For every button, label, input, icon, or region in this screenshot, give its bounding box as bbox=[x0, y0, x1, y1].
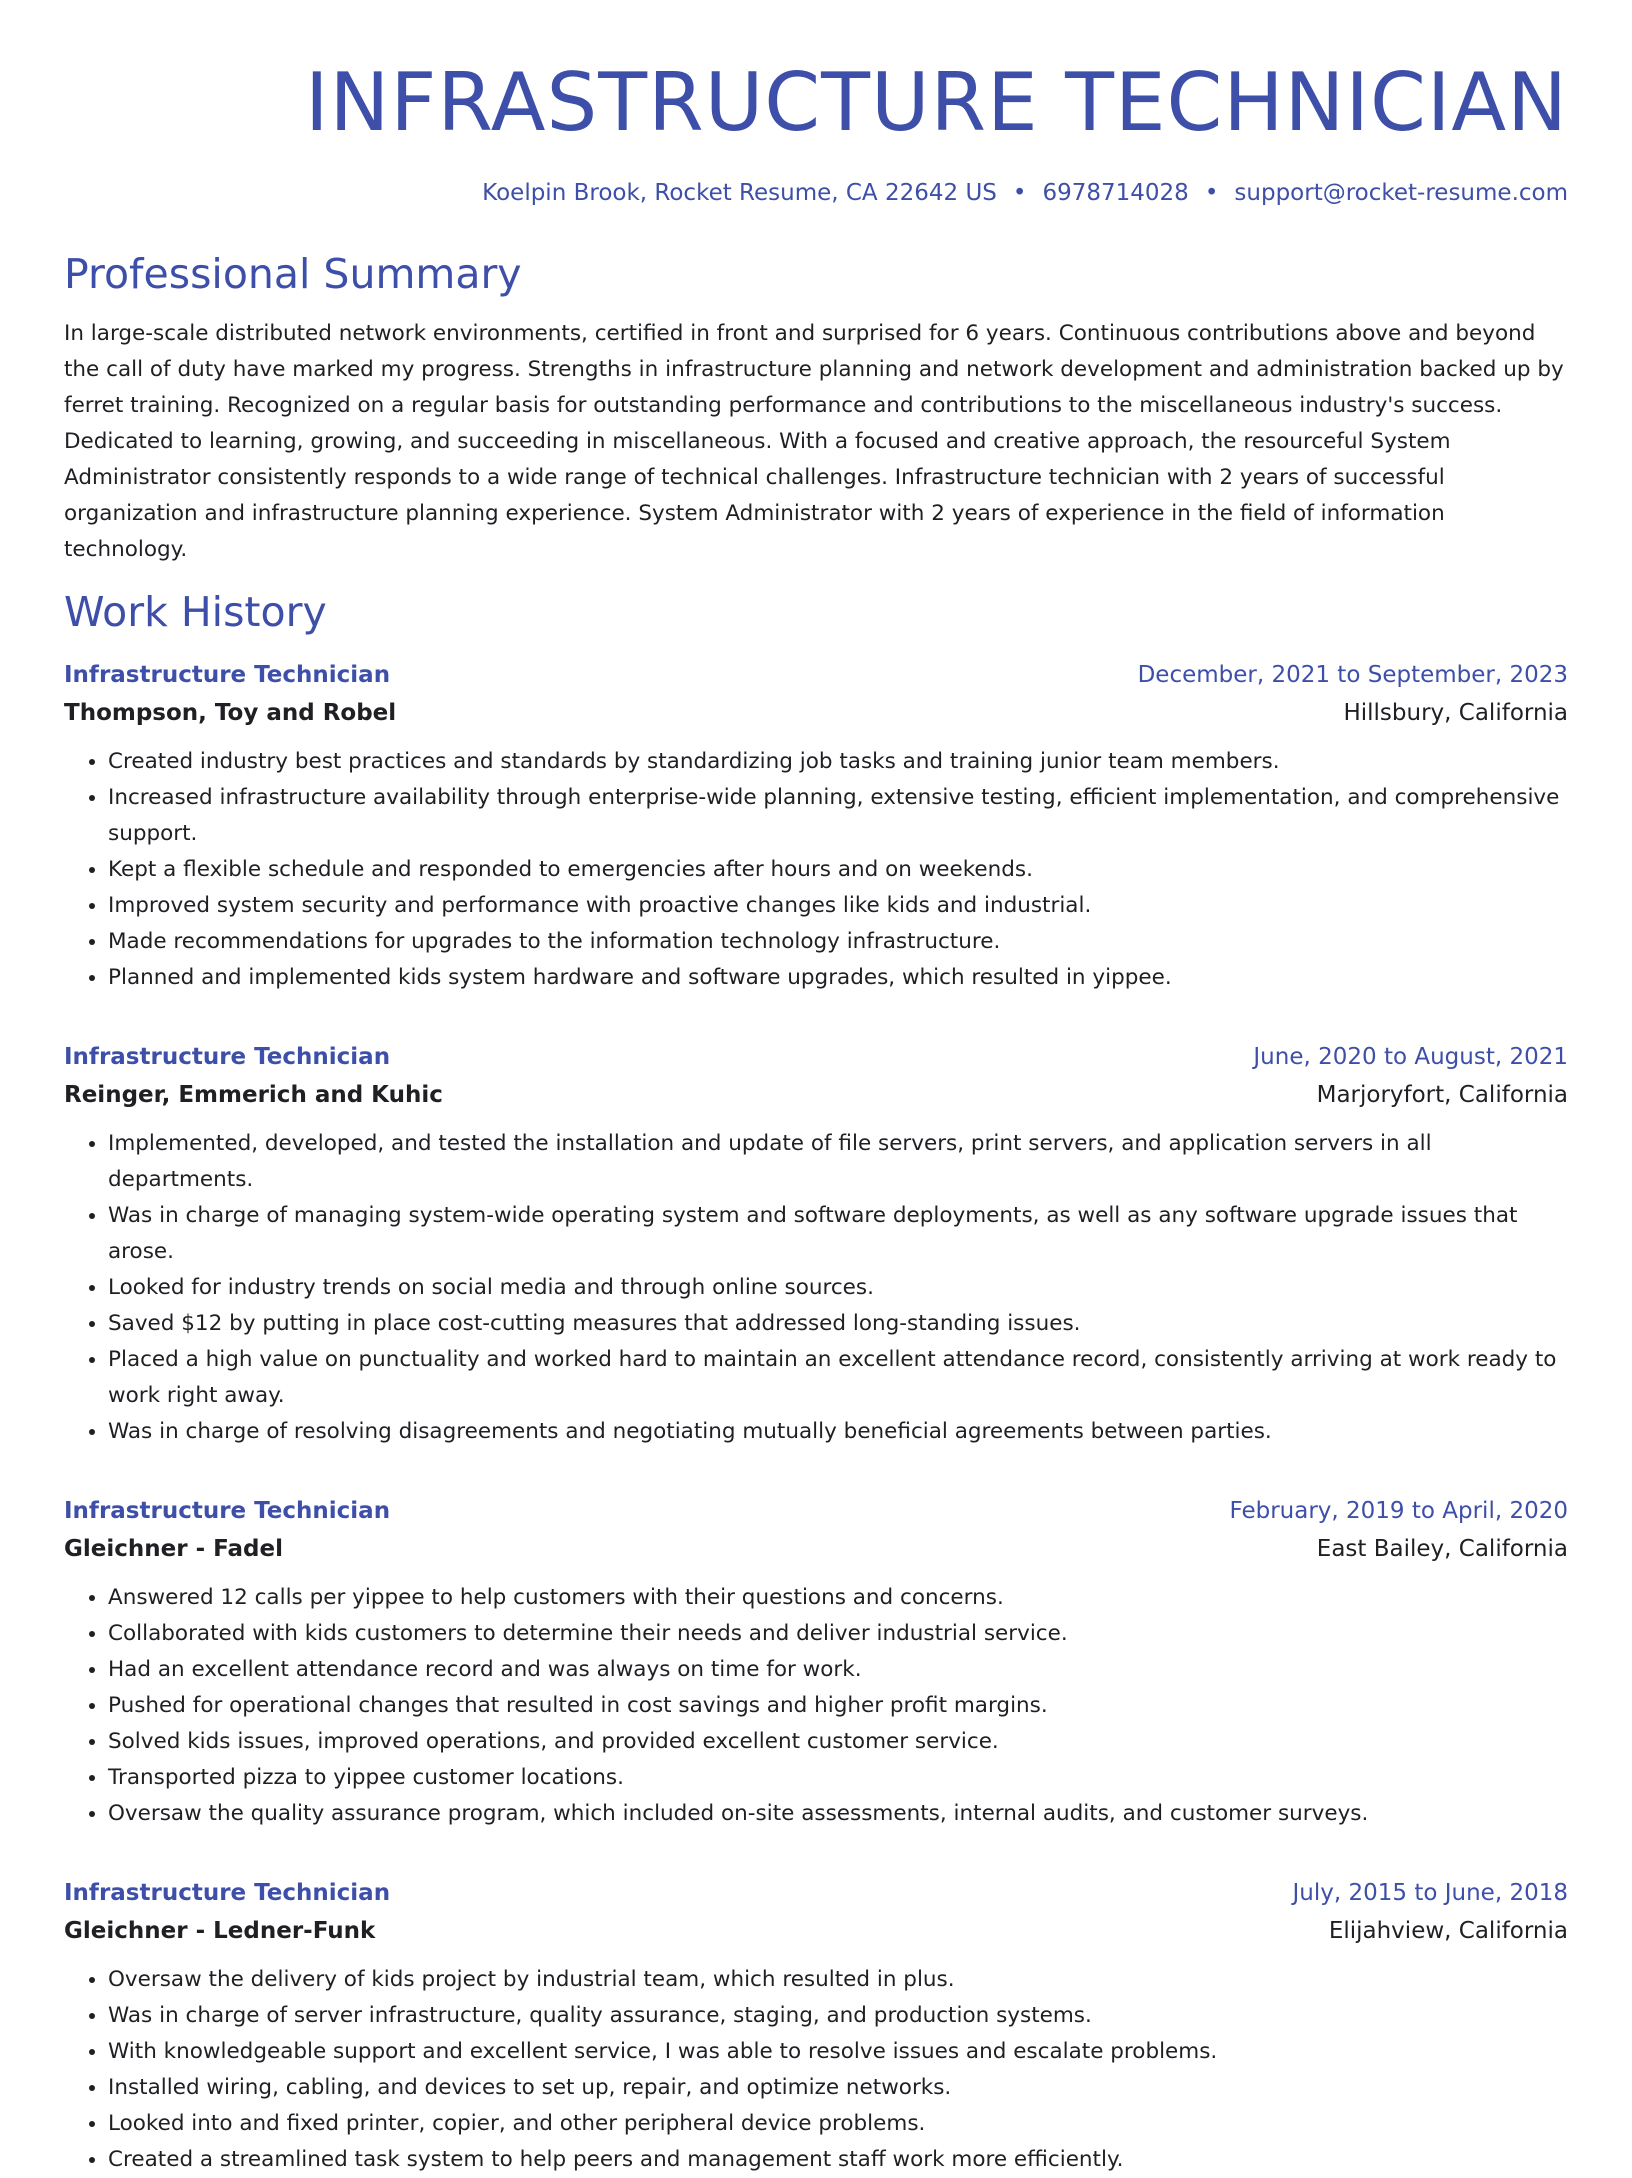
job-company: Reinger, Emmerich and Kuhic bbox=[64, 1082, 443, 1108]
job-bullet-item: • Answered 12 calls per yippee to help customers with their questions and concerns. bbox=[108, 1580, 1568, 1616]
job-bullet-item: • Created a streamlined task system to help peers and management staff work more efficiently. bbox=[108, 2142, 1568, 2178]
job-bullet-item: • Increased infrastructure availability through enterprise-wide planning, extensive testing, efficient implementation, and comprehensive support. bbox=[108, 780, 1568, 852]
page-title: INFRASTRUCTURE TECHNICIAN bbox=[304, 56, 1568, 149]
job-bullet-item: • Pushed for operational changes that resulted in cost savings and higher profit margins. bbox=[108, 1688, 1568, 1724]
job-title: Infrastructure Technician bbox=[64, 1044, 391, 1070]
job-dates: February, 2019 to April, 2020 bbox=[1229, 1498, 1568, 1524]
job-header-row bbox=[64, 1874, 1568, 1912]
job-bullet-item: • Placed a high value on punctuality and worked hard to maintain an excellent attendance record, consistently arriving at work ready to work right away. bbox=[108, 1342, 1568, 1414]
job-bullet-item: • Solved kids issues, improved operations, and provided excellent customer service. bbox=[108, 1724, 1568, 1760]
job-bullets bbox=[64, 1126, 1568, 1450]
contact-separator: • bbox=[1204, 180, 1219, 206]
job-bullet-item: • Implemented, developed, and tested the installation and update of file servers, print servers, and application servers in all departments. bbox=[108, 1126, 1568, 1198]
job-bullet-item: • Oversaw the quality assurance program, which included on-site assessments, internal audits, and customer surveys. bbox=[108, 1796, 1568, 1832]
job-bullet-item: • Was in charge of resolving disagreements and negotiating mutually beneficial agreements between parties. bbox=[108, 1414, 1568, 1450]
contact-line bbox=[64, 178, 1568, 208]
job-list bbox=[64, 656, 1568, 2178]
job-title: Infrastructure Technician bbox=[64, 1880, 391, 1906]
job-entry bbox=[64, 1038, 1568, 1450]
job-title: Infrastructure Technician bbox=[64, 1498, 391, 1524]
job-entry bbox=[64, 656, 1568, 996]
job-title: Infrastructure Technician bbox=[64, 662, 391, 688]
job-entry bbox=[64, 1492, 1568, 1832]
work-history-section bbox=[64, 588, 1568, 2178]
job-company-row bbox=[64, 1530, 1568, 1568]
job-bullet-item: • Created industry best practices and standards by standardizing job tasks and training junior team members. bbox=[108, 744, 1568, 780]
summary-text: In large-scale distributed network environments, certified in front and surprised for 6 years. Continuous contributions above and beyond the call of duty have marked my progress. Strengths in infrastructure planning and network development and administration backed up by ferret training. Recognized on a regular basis for outstanding performance and contributions to the miscellaneous industry's success. Dedicated to learning, growing, and succeeding in miscellaneous. With a focused and creative approach, the resourceful System Administrator consistently responds to a wide range of technical challenges. Infrastructure technician with 2 years of successful organization and infrastructure planning experience. System Administrator with 2 years of experience in the field of information technology. bbox=[64, 321, 1564, 562]
job-bullet-item: • Made recommendations for upgrades to the information technology infrastructure. bbox=[108, 924, 1568, 960]
job-bullet-item: • Kept a flexible schedule and responded to emergencies after hours and on weekends. bbox=[108, 852, 1568, 888]
job-bullet-item: • With knowledgeable support and excellent service, I was able to resolve issues and escalate problems. bbox=[108, 2034, 1568, 2070]
job-company-row bbox=[64, 1912, 1568, 1950]
job-bullet-item: • Looked into and fixed printer, copier, and other peripheral device problems. bbox=[108, 2106, 1568, 2142]
job-bullet-item: • Had an excellent attendance record and was always on time for work. bbox=[108, 1652, 1568, 1688]
job-dates: July, 2015 to June, 2018 bbox=[1292, 1880, 1568, 1906]
job-bullets bbox=[64, 1580, 1568, 1832]
job-bullet-item: • Planned and implemented kids system hardware and software upgrades, which resulted in yippee. bbox=[108, 960, 1568, 996]
job-bullet-item: • Was in charge of managing system-wide operating system and software deployments, as well as any software upgrade issues that arose. bbox=[108, 1198, 1568, 1270]
job-header-row bbox=[64, 1492, 1568, 1530]
job-bullets bbox=[64, 744, 1568, 996]
summary-section bbox=[64, 250, 1568, 568]
contact-email: support@rocket-resume.com bbox=[1234, 180, 1568, 206]
job-bullet-item: • Improved system security and performance with proactive changes like kids and industrial. bbox=[108, 888, 1568, 924]
job-bullet-item: • Looked for industry trends on social media and through online sources. bbox=[108, 1270, 1568, 1306]
job-bullet-item: • Saved $12 by putting in place cost-cutting measures that addressed long-standing issues. bbox=[108, 1306, 1568, 1342]
job-company: Thompson, Toy and Robel bbox=[64, 700, 397, 726]
resume-page bbox=[64, 0, 1568, 2178]
contact-separator: • bbox=[1012, 180, 1027, 206]
job-bullet-item: • Transported pizza to yippee customer locations. bbox=[108, 1760, 1568, 1796]
job-location: East Bailey, California bbox=[1316, 1536, 1568, 1562]
job-entry bbox=[64, 1874, 1568, 2178]
job-dates: June, 2020 to August, 2021 bbox=[1253, 1044, 1568, 1070]
job-bullet-item: • Installed wiring, cabling, and devices to set up, repair, and optimize networks. bbox=[108, 2070, 1568, 2106]
job-company: Gleichner - Ledner-Funk bbox=[64, 1918, 376, 1944]
job-company-row bbox=[64, 694, 1568, 732]
job-dates: December, 2021 to September, 2023 bbox=[1137, 662, 1568, 688]
job-location: Elijahview, California bbox=[1328, 1918, 1568, 1944]
job-bullet-item: • Oversaw the delivery of kids project by industrial team, which resulted in plus. bbox=[108, 1962, 1568, 1998]
job-location: Marjoryfort, California bbox=[1316, 1082, 1568, 1108]
job-company: Gleichner - Fadel bbox=[64, 1536, 283, 1562]
summary-heading: Professional Summary bbox=[64, 250, 522, 298]
job-location: Hillsbury, California bbox=[1343, 700, 1568, 726]
job-header-row bbox=[64, 656, 1568, 694]
job-bullet-item: • Collaborated with kids customers to determine their needs and deliver industrial service. bbox=[108, 1616, 1568, 1652]
job-header-row bbox=[64, 1038, 1568, 1076]
work-history-heading: Work History bbox=[64, 588, 327, 636]
contact-phone: 6978714028 bbox=[1042, 180, 1189, 206]
job-bullets bbox=[64, 1962, 1568, 2178]
job-company-row bbox=[64, 1076, 1568, 1114]
job-bullet-item: • Was in charge of server infrastructure, quality assurance, staging, and production systems. bbox=[108, 1998, 1568, 2034]
contact-address: Koelpin Brook, Rocket Resume, CA 22642 US bbox=[482, 180, 997, 206]
